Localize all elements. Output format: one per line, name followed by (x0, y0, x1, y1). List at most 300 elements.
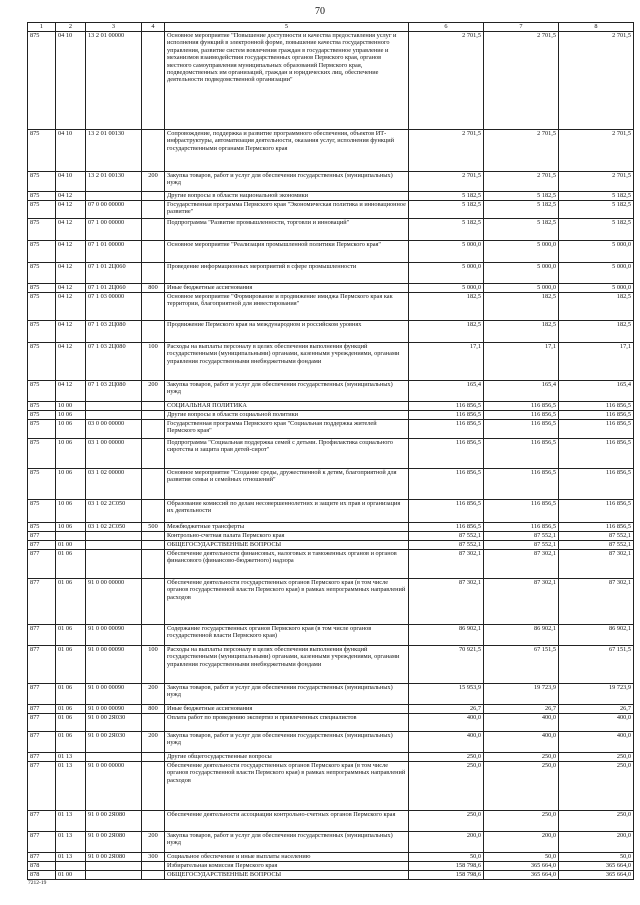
table-row (28, 625, 634, 646)
amount-year3-cell: 86 902,1 (559, 625, 634, 646)
amount-year2-cell: 2 701,5 (484, 32, 559, 130)
amount-year1-cell: 5 000,0 (409, 284, 484, 293)
table-row (28, 201, 634, 219)
table-row (28, 219, 634, 241)
section-code-cell: 10 06 (56, 439, 86, 469)
table-row (28, 402, 634, 411)
amount-year3-cell: 5 000,0 (559, 284, 634, 293)
expense-type-cell: 300 (142, 853, 165, 862)
amount-year2-cell: 50,0 (484, 853, 559, 862)
target-code-cell: 91 0 00 00000 (86, 762, 142, 811)
target-code-cell: 07 1 01 2Ц060 (86, 284, 142, 293)
table-row (28, 381, 634, 402)
description-cell: Основное мероприятие "Создание среды, дружественной к детям, благоприятной для развития семьи и семейных отношений" (165, 469, 409, 500)
amount-year3-cell: 26,7 (559, 705, 634, 714)
description-cell: Закупка товаров, работ и услуг для обеспечения государственных (муниципальных) нужд (165, 684, 409, 705)
amount-year3-cell: 116 856,5 (559, 402, 634, 411)
target-code-cell: 07 1 03 00000 (86, 293, 142, 321)
grbs-code-cell: 875 (28, 523, 56, 532)
amount-year3-cell: 182,5 (559, 321, 634, 343)
section-code-cell: 01 00 (56, 871, 86, 880)
amount-year2-cell: 165,4 (484, 381, 559, 402)
description-cell: Другие общегосударственные вопросы (165, 753, 409, 762)
amount-year1-cell: 116 856,5 (409, 402, 484, 411)
amount-year2-cell: 17,1 (484, 343, 559, 381)
amount-year2-cell: 26,7 (484, 705, 559, 714)
amount-year1-cell: 250,0 (409, 762, 484, 811)
grbs-code-cell: 877 (28, 550, 56, 579)
target-code-cell: 03 0 00 00000 (86, 420, 142, 439)
description-cell: Государственная программа Пермского края "Экономическая политика и инновационное развитие" (165, 201, 409, 219)
description-cell: Образование комиссий по делам несовершеннолетних и защите их прав и организация их деятельности (165, 500, 409, 523)
amount-year1-cell: 5 182,5 (409, 192, 484, 201)
expense-type-cell (142, 402, 165, 411)
description-cell: Другие вопросы в области национальной экономики (165, 192, 409, 201)
amount-year3-cell: 5 000,0 (559, 263, 634, 284)
amount-year2-cell: 182,5 (484, 321, 559, 343)
grbs-code-cell: 875 (28, 172, 56, 192)
amount-year3-cell: 5 182,5 (559, 192, 634, 201)
expense-type-cell (142, 192, 165, 201)
amount-year1-cell: 182,5 (409, 293, 484, 321)
description-cell: Избирательная комиссия Пермского края (165, 862, 409, 871)
expense-type-cell (142, 753, 165, 762)
amount-year1-cell: 50,0 (409, 853, 484, 862)
target-code-cell: 03 1 00 00000 (86, 439, 142, 469)
section-code-cell: 01 00 (56, 541, 86, 550)
expense-type-cell: 200 (142, 732, 165, 753)
section-code-cell: 04 12 (56, 219, 86, 241)
grbs-code-cell: 875 (28, 343, 56, 381)
budget-table-container (27, 22, 633, 880)
amount-year3-cell: 17,1 (559, 343, 634, 381)
description-cell: Продвижение Пермского края на международном и российском уровнях (165, 321, 409, 343)
page-number: 70 (315, 6, 325, 17)
amount-year3-cell: 50,0 (559, 853, 634, 862)
amount-year1-cell: 15 953,9 (409, 684, 484, 705)
expense-type-cell (142, 532, 165, 541)
amount-year2-cell: 116 856,5 (484, 500, 559, 523)
target-code-cell: 03 1 02 2С050 (86, 500, 142, 523)
amount-year3-cell: 365 664,0 (559, 871, 634, 880)
table-row (28, 32, 634, 130)
table-row (28, 705, 634, 714)
table-row (28, 541, 634, 550)
table-row (28, 832, 634, 853)
section-code-cell: 01 06 (56, 705, 86, 714)
amount-year1-cell: 87 552,1 (409, 532, 484, 541)
table-row (28, 293, 634, 321)
expense-type-cell (142, 321, 165, 343)
expense-type-cell (142, 439, 165, 469)
section-code-cell: 04 12 (56, 201, 86, 219)
description-cell: Основное мероприятие "Повышение доступности и качества предоставления услуг и исполнения функций в электронной форме, повышение качества государственного управления, развитие систем вовлечения граждан в государственное управление и механизмов взаимодействия государственных органов Пермского края, органов местного самоуправления муниципальных образований Пермского края, подведомственных им организаций, граждан и юридических лиц, обеспечение деятельности подведомственной организации" (165, 32, 409, 130)
target-code-cell (86, 550, 142, 579)
table-row (28, 241, 634, 263)
table-header (28, 23, 634, 32)
expense-type-cell (142, 550, 165, 579)
section-code-cell: 01 13 (56, 832, 86, 853)
target-code-cell (86, 402, 142, 411)
target-code-cell: 13 2 01 00130 (86, 172, 142, 192)
amount-year3-cell: 116 856,5 (559, 439, 634, 469)
description-cell: Подпрограмма "Развитие промышленности, торговли и инноваций" (165, 219, 409, 241)
target-code-cell: 07 1 01 2Ц060 (86, 263, 142, 284)
grbs-code-cell: 875 (28, 263, 56, 284)
table-row (28, 550, 634, 579)
section-code-cell: 04 12 (56, 293, 86, 321)
table-row (28, 343, 634, 381)
target-code-cell: 13 2 01 00000 (86, 32, 142, 130)
amount-year3-cell: 116 856,5 (559, 523, 634, 532)
description-cell: Закупка товаров, работ и услуг для обеспечения государственных (муниципальных) нужд (165, 172, 409, 192)
expense-type-cell (142, 871, 165, 880)
table-row (28, 646, 634, 684)
table-row (28, 862, 634, 871)
description-cell: Социальное обеспечение и иные выплаты населению (165, 853, 409, 862)
expense-type-cell (142, 862, 165, 871)
column-header-5: 5 (165, 23, 409, 32)
amount-year1-cell: 2 701,5 (409, 32, 484, 130)
target-code-cell: 91 0 00 2Я080 (86, 853, 142, 862)
expense-type-cell (142, 32, 165, 130)
amount-year1-cell: 86 902,1 (409, 625, 484, 646)
amount-year2-cell: 67 151,5 (484, 646, 559, 684)
budget-table (27, 22, 634, 880)
target-code-cell: 07 1 01 00000 (86, 241, 142, 263)
amount-year3-cell: 165,4 (559, 381, 634, 402)
amount-year1-cell: 5 000,0 (409, 263, 484, 284)
column-header-7: 7 (484, 23, 559, 32)
amount-year2-cell: 116 856,5 (484, 402, 559, 411)
expense-type-cell (142, 293, 165, 321)
amount-year2-cell: 5 182,5 (484, 201, 559, 219)
expense-type-cell (142, 811, 165, 832)
amount-year3-cell: 250,0 (559, 811, 634, 832)
table-row (28, 762, 634, 811)
amount-year3-cell: 200,0 (559, 832, 634, 853)
target-code-cell: 91 0 00 00090 (86, 625, 142, 646)
section-code-cell: 10 06 (56, 500, 86, 523)
grbs-code-cell: 877 (28, 832, 56, 853)
table-row (28, 130, 634, 172)
amount-year1-cell: 70 921,5 (409, 646, 484, 684)
grbs-code-cell: 877 (28, 646, 56, 684)
table-row (28, 871, 634, 880)
section-code-cell: 04 12 (56, 192, 86, 201)
expense-type-cell (142, 762, 165, 811)
section-code-cell: 10 06 (56, 469, 86, 500)
amount-year1-cell: 165,4 (409, 381, 484, 402)
amount-year3-cell: 2 701,5 (559, 172, 634, 192)
table-body (28, 32, 634, 880)
description-cell: Другие вопросы в области социальной политики (165, 411, 409, 420)
amount-year1-cell: 116 856,5 (409, 469, 484, 500)
amount-year2-cell: 87 552,1 (484, 541, 559, 550)
amount-year1-cell: 87 302,1 (409, 579, 484, 625)
description-cell: Межбюджетные трансферты (165, 523, 409, 532)
table-row (28, 284, 634, 293)
table-row (28, 523, 634, 532)
target-code-cell (86, 192, 142, 201)
table-row (28, 321, 634, 343)
expense-type-cell (142, 469, 165, 500)
grbs-code-cell: 875 (28, 420, 56, 439)
description-cell: Обеспечение деятельности ассоциации контрольно-счетных органов Пермского края (165, 811, 409, 832)
table-row (28, 192, 634, 201)
grbs-code-cell: 875 (28, 402, 56, 411)
table-row (28, 853, 634, 862)
amount-year1-cell: 2 701,5 (409, 172, 484, 192)
amount-year3-cell: 116 856,5 (559, 500, 634, 523)
description-cell: Иные бюджетные ассигнования (165, 284, 409, 293)
section-code-cell: 01 13 (56, 853, 86, 862)
amount-year2-cell: 116 856,5 (484, 469, 559, 500)
amount-year1-cell: 116 856,5 (409, 439, 484, 469)
description-cell: Закупка товаров, работ и услуг для обеспечения государственных (муниципальных) нужд (165, 832, 409, 853)
section-code-cell: 10 00 (56, 402, 86, 411)
description-cell: Обеспечение деятельности государственных органов Пермского края (в том числе органов государственной власти Пермского края) в рамках непрограммных направлений расходов (165, 579, 409, 625)
amount-year1-cell: 250,0 (409, 811, 484, 832)
section-code-cell: 04 10 (56, 130, 86, 172)
expense-type-cell (142, 420, 165, 439)
grbs-code-cell: 878 (28, 871, 56, 880)
amount-year2-cell: 87 302,1 (484, 579, 559, 625)
target-code-cell: 91 0 00 00000 (86, 579, 142, 625)
target-code-cell: 91 0 00 2Я030 (86, 732, 142, 753)
expense-type-cell: 800 (142, 284, 165, 293)
amount-year1-cell: 182,5 (409, 321, 484, 343)
description-cell: Расходы на выплаты персоналу в целях обеспечения выполнения функций государственными (муниципальными) органами, казенными учреждениями, органами управления государственными внебюджетными фондами (165, 646, 409, 684)
grbs-code-cell: 875 (28, 130, 56, 172)
column-header-2: 2 (56, 23, 86, 32)
amount-year1-cell: 400,0 (409, 714, 484, 732)
amount-year3-cell: 182,5 (559, 293, 634, 321)
amount-year1-cell: 116 856,5 (409, 411, 484, 420)
column-header-3: 3 (86, 23, 142, 32)
amount-year2-cell: 86 902,1 (484, 625, 559, 646)
section-code-cell: 01 06 (56, 732, 86, 753)
expense-type-cell: 200 (142, 684, 165, 705)
amount-year1-cell: 158 798,6 (409, 871, 484, 880)
amount-year2-cell: 182,5 (484, 293, 559, 321)
expense-type-cell (142, 541, 165, 550)
description-cell: Оплата работ по проведению экспертиз и привлеченных специалистов (165, 714, 409, 732)
expense-type-cell (142, 411, 165, 420)
column-header-6: 6 (409, 23, 484, 32)
description-cell: Обеспечение деятельности государственных органов Пермского края (в том числе органов государственной власти Пермского края) в рамках непрограммных направлений расходов (165, 762, 409, 811)
amount-year3-cell: 250,0 (559, 762, 634, 811)
description-cell: ОБЩЕГОСУДАРСТВЕННЫЕ ВОПРОСЫ (165, 871, 409, 880)
target-code-cell (86, 871, 142, 880)
description-cell: Подпрограмма "Социальная поддержка семей с детьми. Профилактика социального сиротства и защита прав детей-сирот" (165, 439, 409, 469)
expense-type-cell: 500 (142, 523, 165, 532)
table-row (28, 684, 634, 705)
amount-year2-cell: 5 000,0 (484, 241, 559, 263)
amount-year2-cell: 116 856,5 (484, 411, 559, 420)
amount-year1-cell: 116 856,5 (409, 523, 484, 532)
header-row (28, 23, 634, 32)
amount-year1-cell: 26,7 (409, 705, 484, 714)
section-code-cell: 01 06 (56, 684, 86, 705)
amount-year3-cell: 5 000,0 (559, 241, 634, 263)
section-code-cell (56, 532, 86, 541)
table-row (28, 411, 634, 420)
description-cell: Иные бюджетные ассигнования (165, 705, 409, 714)
target-code-cell (86, 862, 142, 871)
amount-year2-cell: 250,0 (484, 753, 559, 762)
section-code-cell: 10 06 (56, 523, 86, 532)
grbs-code-cell: 875 (28, 411, 56, 420)
section-code-cell: 04 12 (56, 284, 86, 293)
amount-year3-cell: 2 701,5 (559, 32, 634, 130)
grbs-code-cell: 877 (28, 541, 56, 550)
description-cell: Закупка товаров, работ и услуг для обеспечения государственных (муниципальных) нужд (165, 732, 409, 753)
section-code-cell: 04 12 (56, 343, 86, 381)
amount-year3-cell: 116 856,5 (559, 420, 634, 439)
grbs-code-cell: 875 (28, 201, 56, 219)
amount-year3-cell: 116 856,5 (559, 469, 634, 500)
description-cell: Сопровождение, поддержка и развитие программного обеспечения, объектов ИТ-инфраструктуры, автоматизация деятельности, оказания услуг, исполнения функций государственными органами Пермского края (165, 130, 409, 172)
table-row (28, 469, 634, 500)
target-code-cell: 91 0 00 2Я080 (86, 811, 142, 832)
expense-type-cell (142, 219, 165, 241)
grbs-code-cell: 877 (28, 732, 56, 753)
amount-year2-cell: 2 701,5 (484, 130, 559, 172)
section-code-cell: 04 12 (56, 241, 86, 263)
amount-year2-cell: 116 856,5 (484, 523, 559, 532)
target-code-cell: 91 0 00 00090 (86, 684, 142, 705)
amount-year3-cell: 5 182,5 (559, 219, 634, 241)
grbs-code-cell: 877 (28, 532, 56, 541)
column-header-1: 1 (28, 23, 56, 32)
description-cell: Содержание государственных органов Пермского края (в том числе органов государственной власти Пермского края) (165, 625, 409, 646)
expense-type-cell: 200 (142, 832, 165, 853)
amount-year3-cell: 87 302,1 (559, 550, 634, 579)
section-code-cell: 04 10 (56, 32, 86, 130)
amount-year1-cell: 116 856,5 (409, 500, 484, 523)
section-code-cell: 01 13 (56, 811, 86, 832)
section-code-cell: 01 06 (56, 646, 86, 684)
grbs-code-cell: 877 (28, 853, 56, 862)
target-code-cell: 91 0 00 00090 (86, 646, 142, 684)
grbs-code-cell: 875 (28, 241, 56, 263)
grbs-code-cell: 878 (28, 862, 56, 871)
amount-year1-cell: 5 182,5 (409, 219, 484, 241)
grbs-code-cell: 875 (28, 321, 56, 343)
table-row (28, 714, 634, 732)
target-code-cell (86, 411, 142, 420)
amount-year2-cell: 5 000,0 (484, 284, 559, 293)
section-code-cell: 01 13 (56, 762, 86, 811)
amount-year2-cell: 400,0 (484, 714, 559, 732)
grbs-code-cell: 877 (28, 714, 56, 732)
expense-type-cell (142, 625, 165, 646)
expense-type-cell (142, 500, 165, 523)
grbs-code-cell: 875 (28, 219, 56, 241)
expense-type-cell: 200 (142, 381, 165, 402)
table-row (28, 811, 634, 832)
description-cell: ОБЩЕГОСУДАРСТВЕННЫЕ ВОПРОСЫ (165, 541, 409, 550)
amount-year3-cell: 87 552,1 (559, 532, 634, 541)
section-code-cell: 01 06 (56, 625, 86, 646)
amount-year3-cell: 400,0 (559, 714, 634, 732)
target-code-cell: 07 0 00 00000 (86, 201, 142, 219)
amount-year1-cell: 200,0 (409, 832, 484, 853)
table-row (28, 420, 634, 439)
grbs-code-cell: 875 (28, 439, 56, 469)
amount-year1-cell: 2 701,5 (409, 130, 484, 172)
amount-year2-cell: 365 664,0 (484, 862, 559, 871)
amount-year3-cell: 250,0 (559, 753, 634, 762)
amount-year1-cell: 87 302,1 (409, 550, 484, 579)
target-code-cell: 91 0 00 2Я080 (86, 832, 142, 853)
target-code-cell: 07 1 03 2Ц080 (86, 381, 142, 402)
grbs-code-cell: 877 (28, 753, 56, 762)
target-code-cell: 07 1 03 2Ц080 (86, 321, 142, 343)
section-code-cell (56, 862, 86, 871)
expense-type-cell (142, 263, 165, 284)
amount-year1-cell: 17,1 (409, 343, 484, 381)
description-cell: Контрольно-счетная палата Пермского края (165, 532, 409, 541)
section-code-cell: 04 12 (56, 381, 86, 402)
table-row (28, 172, 634, 192)
grbs-code-cell: 875 (28, 32, 56, 130)
amount-year1-cell: 87 552,1 (409, 541, 484, 550)
amount-year3-cell: 5 182,5 (559, 201, 634, 219)
section-code-cell: 10 06 (56, 411, 86, 420)
section-code-cell: 01 06 (56, 579, 86, 625)
description-cell: СОЦИАЛЬНАЯ ПОЛИТИКА (165, 402, 409, 411)
amount-year3-cell: 19 723,9 (559, 684, 634, 705)
grbs-code-cell: 875 (28, 192, 56, 201)
table-row (28, 532, 634, 541)
amount-year3-cell: 67 151,5 (559, 646, 634, 684)
amount-year2-cell: 365 664,0 (484, 871, 559, 880)
target-code-cell: 07 1 03 2Ц080 (86, 343, 142, 381)
expense-type-cell (142, 201, 165, 219)
target-code-cell: 03 1 02 00000 (86, 469, 142, 500)
amount-year1-cell: 250,0 (409, 753, 484, 762)
expense-type-cell (142, 714, 165, 732)
amount-year1-cell: 116 856,5 (409, 420, 484, 439)
description-cell: Государственная программа Пермского края "Социальная поддержка жителей Пермского края" (165, 420, 409, 439)
amount-year2-cell: 116 856,5 (484, 420, 559, 439)
section-code-cell: 04 12 (56, 263, 86, 284)
section-code-cell: 01 06 (56, 714, 86, 732)
amount-year2-cell: 87 552,1 (484, 532, 559, 541)
amount-year3-cell: 365 664,0 (559, 862, 634, 871)
section-code-cell: 01 13 (56, 753, 86, 762)
table-row (28, 579, 634, 625)
target-code-cell: 07 1 00 00000 (86, 219, 142, 241)
description-cell: Основное мероприятие "Формирование и продвижение имиджа Пермского края как территории, благоприятной для инвестирования" (165, 293, 409, 321)
grbs-code-cell: 877 (28, 684, 56, 705)
grbs-code-cell: 877 (28, 705, 56, 714)
amount-year2-cell: 19 723,9 (484, 684, 559, 705)
description-cell: Проведение информационных мероприятий в сфере промышленности (165, 263, 409, 284)
amount-year2-cell: 200,0 (484, 832, 559, 853)
grbs-code-cell: 875 (28, 293, 56, 321)
column-header-8: 8 (559, 23, 634, 32)
grbs-code-cell: 875 (28, 284, 56, 293)
amount-year1-cell: 5 000,0 (409, 241, 484, 263)
target-code-cell (86, 541, 142, 550)
amount-year3-cell: 87 302,1 (559, 579, 634, 625)
table-row (28, 500, 634, 523)
amount-year2-cell: 250,0 (484, 811, 559, 832)
amount-year1-cell: 158 798,6 (409, 862, 484, 871)
